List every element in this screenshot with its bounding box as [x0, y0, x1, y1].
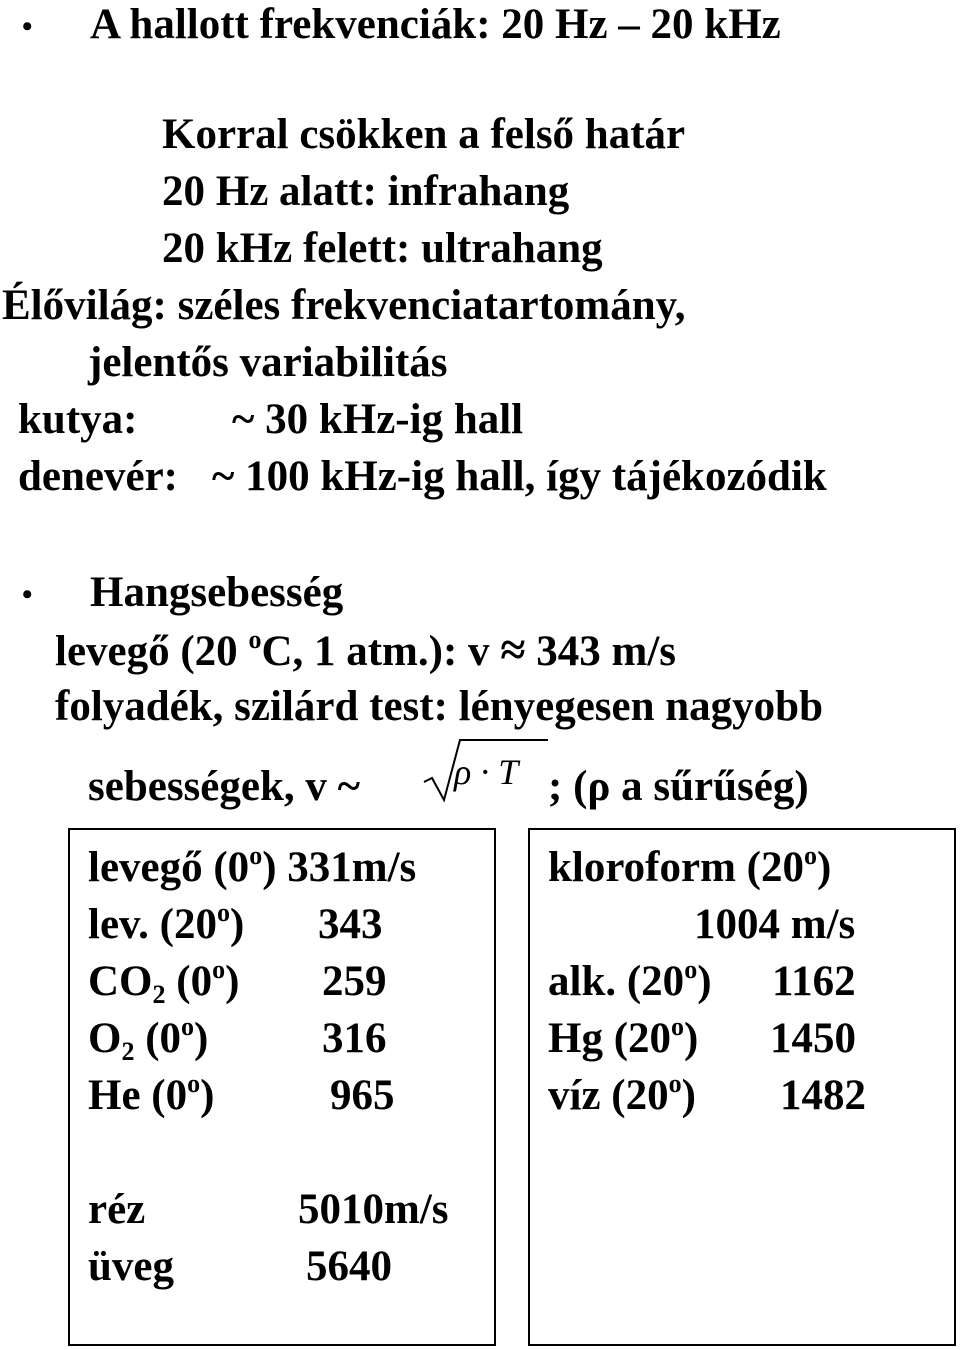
row-label-end: ): [200, 1072, 215, 1119]
table-row-air-20: [88, 900, 244, 950]
row-value: ) 331m/s: [262, 844, 417, 891]
line-living-world: Élővilág: széles frekvenciatartomány,: [2, 282, 686, 329]
air-speed-value: 343 m/s: [525, 628, 677, 675]
line-upper-limit: Korral csökken a felső határ: [162, 111, 686, 158]
dog-value: ~ 30 kHz-ig hall: [232, 396, 524, 443]
heading-sound-speed: Hangsebesség: [90, 569, 344, 616]
bat-label: denevér:: [18, 453, 178, 500]
table-row-air-0: [88, 843, 416, 893]
row-label-end: ): [816, 844, 832, 891]
degree-sign: o: [248, 625, 262, 654]
table-value-co2: 259: [322, 958, 387, 1005]
row-label: alk. (20: [548, 958, 685, 1005]
degree-sign: o: [216, 898, 230, 927]
table-value-air-20: 343: [318, 901, 383, 948]
row-label-end: ): [681, 1072, 696, 1119]
subscript: 2: [152, 980, 166, 1009]
table-row-glass: üveg: [88, 1243, 174, 1290]
row-label-end: ): [684, 1015, 699, 1062]
table-value-copper: 5010m/s: [298, 1186, 449, 1233]
table-row-water: [548, 1071, 696, 1121]
row-label: víz (20: [548, 1072, 669, 1119]
sqrt-formula: [420, 738, 550, 808]
row-label: CO: [88, 958, 153, 1005]
degree-sign: o: [668, 1069, 682, 1098]
table-row-mercury: [548, 1014, 698, 1064]
speeds-pre: sebességek, v ~: [88, 763, 360, 810]
table-value-alcohol: 1162: [772, 958, 856, 1005]
table-value-glass: 5640: [306, 1243, 392, 1290]
table-value-o2: 316: [322, 1015, 387, 1062]
air-speed-post: C, 1 atm.): v: [261, 628, 501, 675]
degree-sign: o: [181, 1012, 195, 1041]
row-label: levegő (0: [88, 844, 250, 891]
table-value-mercury: 1450: [770, 1015, 856, 1062]
table-value-water: 1482: [780, 1072, 866, 1119]
row-label: Hg (20: [548, 1015, 672, 1062]
speeds-post: ; (ρ a sűrűség): [548, 763, 809, 810]
row-label-end: ): [229, 901, 245, 948]
row-label: lev. (20: [88, 901, 217, 948]
row-label-end: ): [697, 958, 712, 1005]
degree-sign: o: [187, 1069, 201, 1098]
row-label: O: [88, 1015, 122, 1062]
row-label-mid: (0: [134, 1015, 182, 1062]
air-speed-pre: levegő (20: [55, 628, 249, 675]
table-row-alcohol: [548, 957, 712, 1007]
degree-sign: o: [212, 955, 226, 984]
line-variability: jelentős variabilitás: [88, 339, 448, 386]
bullet-1: •: [22, 10, 33, 43]
approx-symbol: ≈: [500, 624, 526, 675]
table-value-chloroform: 1004 m/s: [694, 901, 856, 948]
table-value-he: 965: [330, 1072, 395, 1119]
table-row-co2: [88, 957, 239, 1007]
row-label-mid: (0: [165, 958, 213, 1005]
sqrt-content: ρ · T: [454, 752, 519, 792]
bat-value: ~ 100 kHz-ig hall, így tájékozódik: [212, 453, 827, 500]
line-liquid-solid: folyadék, szilárd test: lényegesen nagyobb: [55, 683, 824, 730]
degree-sign: o: [671, 1012, 685, 1041]
degree-sign: o: [249, 841, 263, 870]
degree-sign: o: [803, 841, 817, 870]
row-label: kloroform (20: [548, 844, 804, 891]
bullet-2: •: [22, 578, 33, 611]
line-air-speed: [55, 625, 676, 677]
row-label-end: ): [225, 958, 240, 1005]
table-row-o2: [88, 1014, 208, 1064]
dog-label: kutya:: [18, 396, 138, 443]
heading-hearing-range: A hallott frekvenciák: 20 Hz – 20 kHz: [90, 1, 781, 48]
degree-sign: o: [684, 955, 698, 984]
row-label: He (0: [88, 1072, 188, 1119]
subscript: 2: [121, 1037, 135, 1066]
table-row-he: [88, 1071, 214, 1121]
line-infrasound: 20 Hz alatt: infrahang: [162, 168, 570, 215]
line-ultrasound: 20 kHz felett: ultrahang: [162, 225, 603, 272]
table-row-chloroform: [548, 843, 831, 893]
table-row-copper: réz: [88, 1186, 146, 1233]
row-label-end: ): [194, 1015, 209, 1062]
